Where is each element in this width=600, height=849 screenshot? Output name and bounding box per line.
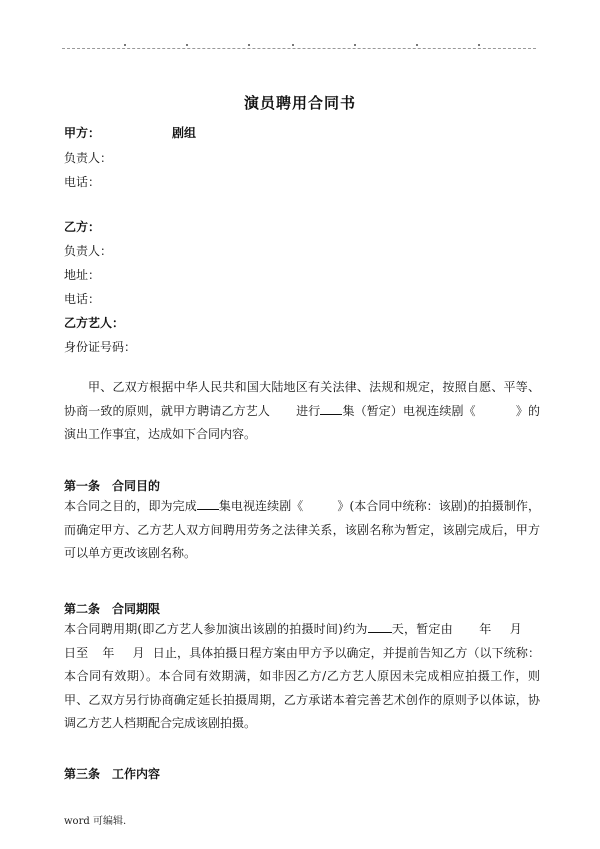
header-tick bbox=[186, 44, 188, 46]
article-2-paragraph: 本合同聘用期(即乙方艺人参加演出该剧的拍摄时间)约为 天，暂定由 年 月日至 年 月 日止，具体拍摄日程方案由甲方予以确定，并提前告知乙方（以下统称：本合同有效期）。本合同有效期满，如非因乙方/乙方艺人原因未完成相应拍摄工作，则甲、乙双方另行协商确定延长拍摄周期，乙方承诺本着完善艺术创作的原则予以体谅，协调乙方艺人档期配合完成该剧拍摄。 bbox=[64, 622, 540, 730]
party-b-id-number: 身份证号码： bbox=[64, 340, 137, 354]
footer-note: word 可编辑. bbox=[64, 816, 127, 827]
header-tick bbox=[248, 44, 250, 46]
party-b-address: 地址： bbox=[64, 268, 101, 282]
header-tick bbox=[416, 44, 418, 46]
document-title: 演员聘用合同书 bbox=[243, 94, 356, 112]
header-tick bbox=[124, 44, 126, 46]
party-a-phone: 电话： bbox=[64, 175, 101, 189]
header-rule bbox=[62, 48, 536, 49]
party-b-label: 乙方： bbox=[64, 220, 101, 234]
party-a-crew: 剧组 bbox=[172, 126, 197, 140]
article-3-heading: 第三条 工作内容 bbox=[64, 767, 161, 781]
party-b-phone: 电话： bbox=[64, 292, 101, 306]
party-b-responsible: 负责人： bbox=[64, 244, 113, 258]
party-a-responsible: 负责人： bbox=[64, 151, 113, 165]
article-1-heading: 第一条 合同目的 bbox=[64, 479, 161, 493]
header-tick bbox=[478, 44, 480, 46]
article-1-paragraph: 本合同之目的，即为完成 集电视连续剧《 》(本合同中统称：该剧)的拍摄制作，而确定甲方、乙方艺人双方间聘用劳务之法律关系，该剧名称为暂定，该剧完成后，甲方可以单方更改该剧名称。 bbox=[64, 499, 540, 560]
intro-paragraph: 甲、乙双方根据中华人民共和国大陆地区有关法律、法规和规定，按照自愿、平等、协商一致的原则，就甲方聘请乙方艺人 进行 集（暂定）电视连续剧《 》的演出工作事宜，达成如下合同内容。 bbox=[64, 380, 540, 441]
party-b-artist-label: 乙方艺人： bbox=[64, 316, 125, 330]
header-tick bbox=[292, 44, 294, 46]
article-2-heading: 第二条 合同期限 bbox=[64, 602, 161, 616]
header-tick bbox=[354, 44, 356, 46]
party-a-label: 甲方： bbox=[64, 126, 101, 140]
